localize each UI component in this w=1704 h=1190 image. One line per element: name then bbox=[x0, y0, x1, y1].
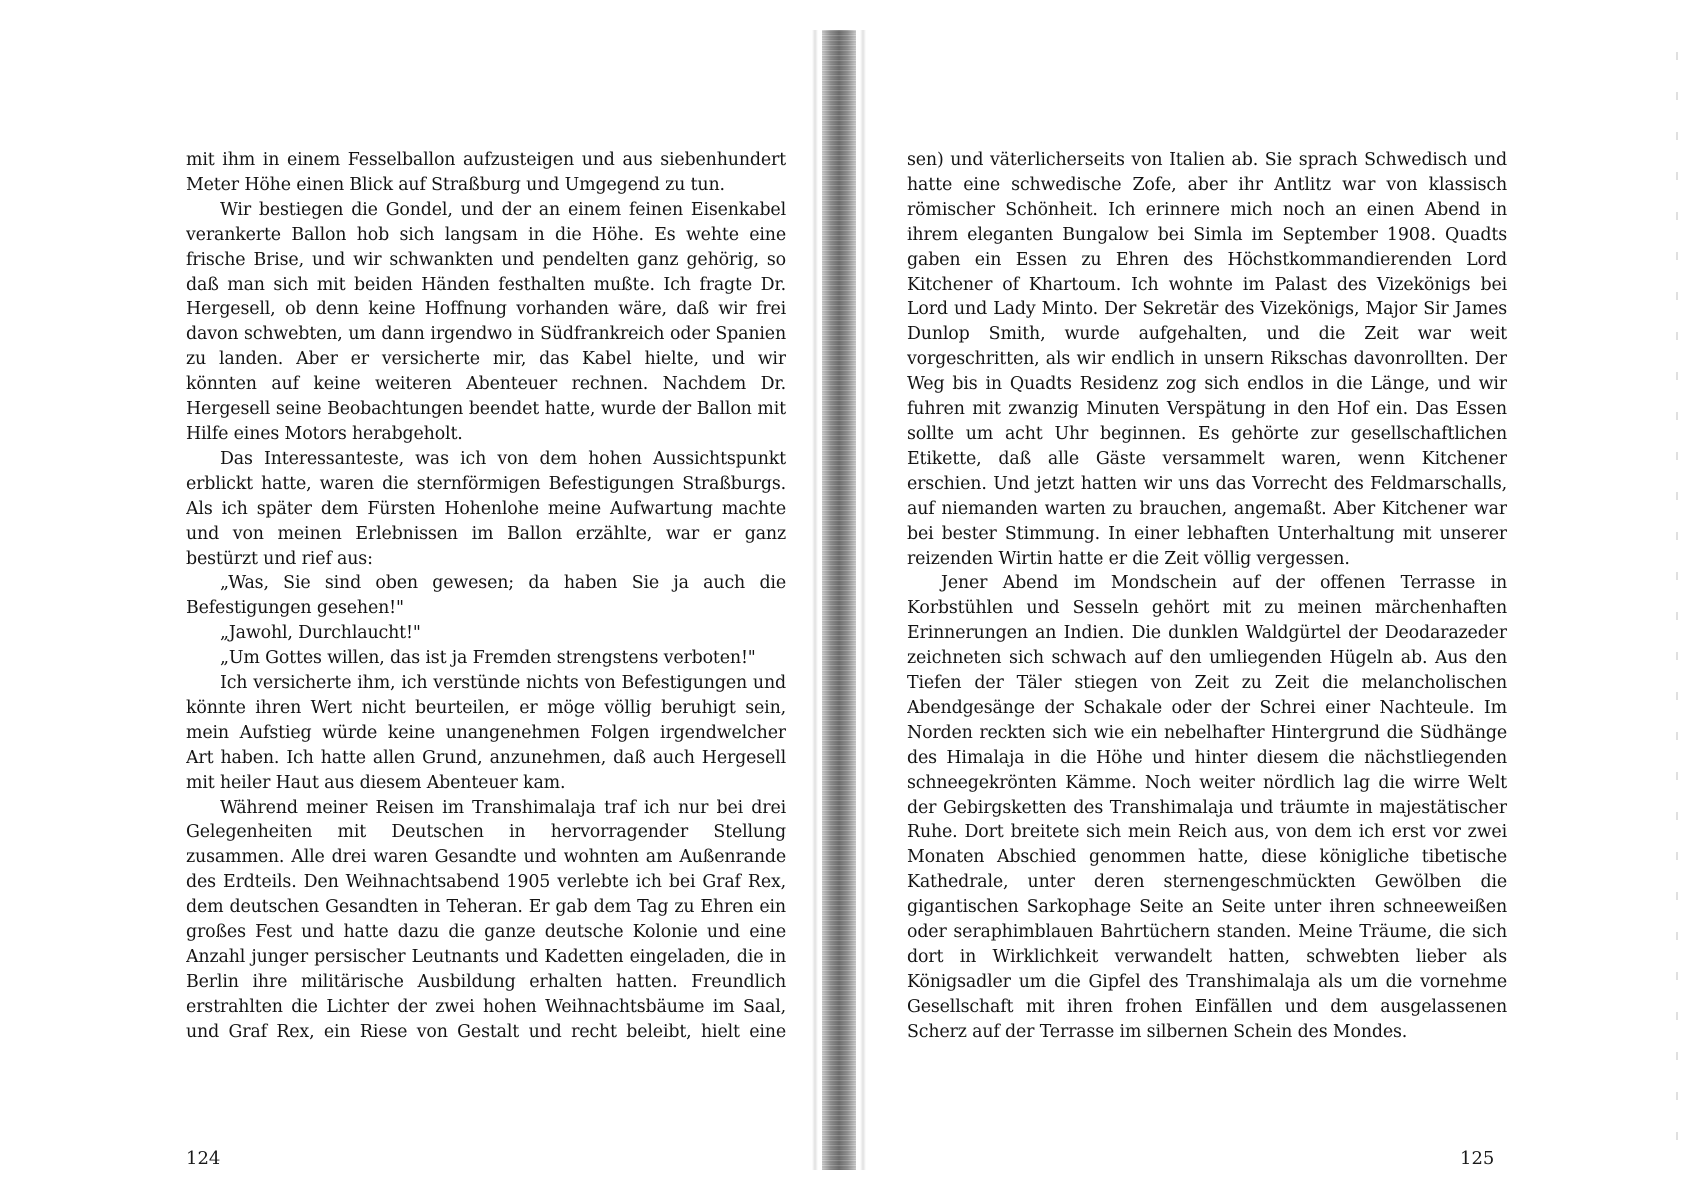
gutter-shadow-left bbox=[812, 30, 818, 1170]
quote-line: „Was, Sie sind oben gewesen; da haben Sie ja auch die Befestigungen gesehen!" bbox=[186, 573, 786, 619]
paragraph: Das Interessanteste, was ich von dem hohen Aussichtspunkt erblickt hatte, waren die sternförmigen Befestigungen Straßburgs. Als ich später dem Fürsten Hohenlohe meine Aufwartung machte und von meinen Erlebnissen im Ballon erzählte, war er ganz bestürzt und rief aus: bbox=[186, 448, 786, 569]
quote-line: „Jawohl, Durchlaucht!" bbox=[220, 623, 421, 644]
page-edge bbox=[1676, 40, 1678, 1140]
gutter-shadow-right bbox=[860, 30, 866, 1170]
paragraph: mit ihm in einem Fesselballon aufzusteigen und aus siebenhundert Meter Höhe einen Blick auf Straßburg und Umgegend zu tun. bbox=[186, 150, 786, 195]
paragraph: Jener Abend im Mondschein auf der offenen Terrasse in Korbstühlen und Sesseln gehört mit zu meinen märchenhaften Erinnerungen an Indien. Die dunklen Waldgürtel der Deodarazeder zeichneten sich schwach auf den umliegenden Hügeln ab. Aus den Tiefen der Täler stiegen von Zeit zu Zeit die melancholischen Abendgesänge der Schakale oder der Schrei einer Nachteule. Im Norden reckten sich wie ein nebelhafter Hintergrund die Südhänge des Himalaja in die Höhe und hinter diesem die nächstliegenden schneegekrönten Kämme. Noch weiter nördlich lag die wirre Welt der Gebirgsketten des Transhimalaja und träumte in majestätischer Ruhe. Dort breitete sich mein Reich aus, von dem ich erst vor zwei Monaten Abschied genommen hatte, diese königliche tibetische Kathedrale, unter deren sternengeschmückten Gewölben die gigantischen Sarkophage Seite an Seite unter ihren schneeweißen oder seraphimblauen Bahrtüchern standen. Meine Träume, die sich dort in Wirklichkeit verwandelt hatten, schwebten lieber als Königsadler um die Gipfel des Transhimalaja als um die vornehme Gesellschaft mit ihren frohen Einfällen und dem ausgelassenen Scherz auf der Terrasse im silbernen Schein des Mondes. bbox=[907, 573, 1507, 1042]
paragraph: Ich versicherte ihm, ich verstünde nichts von Befestigungen und könnte ihren Wert nicht beurteilen, er möge völlig beruhigt sein, mein Aufstieg würde keine unangenehmen Folgen irgendwelcher Art haben. Ich hatte allen Grund, anzunehmen, daß auch Hergesell mit heiler Haut aus diesem Abenteuer kam. bbox=[186, 673, 786, 793]
paragraph: Wir bestiegen die Gondel, und der an einem feinen Eisenkabel verankerte Ballon hob sich langsam in die Höhe. Es wehte eine frische Brise, und wir schwankten und pendelten ganz gehörig, so daß man sich mit beiden Händen festhalten mußte. Ich fragte Dr. Hergesell, ob denn keine Hoffnung vorhanden wäre, daß wir frei davon schwebten, um dann irgendwo in Südfrankreich oder Spanien zu landen. Aber er versicherte mir, das Kabel hielte, und wir könnten auf keine weiteren Abenteuer rechnen. Nachdem Dr. Hergesell seine Beobachtungen beendet hatte, wurde der Ballon mit Hilfe eines Motors herabgeholt. bbox=[186, 199, 786, 444]
page-number-left: 124 bbox=[186, 1148, 221, 1169]
paragraph: Während meiner Reisen im Transhimalaja traf ich nur bei drei Gelegenheiten mit Deutschen in hervorragender Stellung zusammen. Alle drei waren Gesandte und wohnten am Außenrande des Erdteils. Den Weihnachtsabend 1905 verlebte ich bei Graf Rex, dem deutschen Gesandten in Teheran. Er gab dem Tag zu Ehren ein großes Fest und hatte dazu die ganze deutsche Kolonie und eine Anzahl junger persischer Leutnants und Kadetten eingeladen, die in Berlin ihre militärische Ausbildung erhalten hatten. Freundlich erstrahlten die Lichter der zwei hohen Weihnachtsbäume im Saal, und Graf Rex, ein Riese von Gestalt und recht beleibt, hielt eine bbox=[186, 797, 786, 1042]
paragraph bbox=[907, 1045, 1507, 1048]
quote-line: „Um Gottes willen, das ist ja Fremden strengstens verboten!" bbox=[220, 648, 756, 669]
book-gutter bbox=[822, 30, 856, 1170]
right-page bbox=[907, 148, 1507, 1048]
page-number-right: 125 bbox=[1460, 1148, 1495, 1169]
paragraph: sen) und väterlicherseits von Italien ab. Sie sprach Schwedisch und hatte eine schwedische Zofe, aber ihr Antlitz war von klassisch römischer Schönheit. Ich erinnere mich noch an einen Abend in ihrem eleganten Bungalow bei Simla im September 1908. Quadts gaben ein Essen zu Ehren des Höchstkommandierenden Lord Kitchener of Khartoum. Ich wohnte im Palast des Vizekönigs bei Lord und Lady Minto. Der Sekretär des Vizekönigs, Major Sir James Dunlop Smith, wurde aufgehalten, und die Zeit war weit vorgeschritten, als wir endlich in unsern Rikschas davonrollten. Der Weg bis in Quadts Residenz zog sich endlos in die Länge, und wir fuhren mit zwanzig Minuten Verspätung in den Hof ein. Das Essen sollte um acht Uhr beginnen. Es gehörte zur gesellschaftlichen Etikette, daß alle Gäste versammelt waren, wenn Kitchener erschien. Und jetzt hatten wir uns das Vorrecht des Feldmarschalls, auf niemanden warten zu brauchen, angemaßt. Aber Kitchener war bei bester Stimmung. In einer lebhaften Unterhaltung mit unserer reizenden Wirtin hatte er die Zeit völlig vergessen. bbox=[907, 150, 1507, 569]
left-page bbox=[186, 148, 786, 1048]
